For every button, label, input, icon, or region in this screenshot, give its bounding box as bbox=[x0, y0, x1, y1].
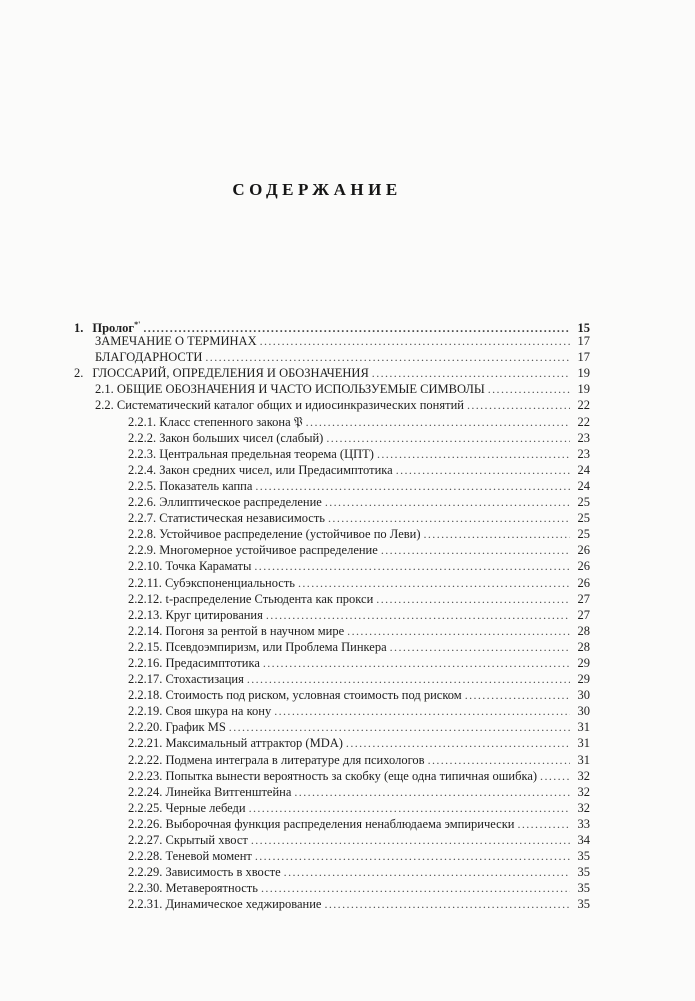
toc-entry-text: 2.2.3. Центральная предельная теорема (ЦПТ) bbox=[128, 446, 374, 461]
toc-entry bbox=[74, 687, 590, 703]
toc-entry bbox=[74, 671, 590, 687]
toc-page-number: 15 bbox=[577, 321, 590, 335]
dot-leader bbox=[263, 655, 570, 671]
dot-leader bbox=[325, 494, 570, 510]
dot-leader bbox=[324, 896, 570, 912]
toc-page-number: 30 bbox=[577, 704, 590, 719]
toc-page-number: 34 bbox=[577, 833, 590, 847]
toc-page-number: 27 bbox=[577, 607, 590, 622]
toc-page-number: 22 bbox=[577, 414, 590, 429]
toc-page-number: 17 bbox=[577, 334, 590, 349]
toc-page-number: 28 bbox=[577, 623, 590, 638]
toc-page-number: 25 bbox=[577, 495, 590, 510]
toc-page-number: 35 bbox=[577, 897, 590, 912]
toc-entry bbox=[74, 526, 590, 542]
dot-leader bbox=[376, 591, 570, 607]
toc-page-number: 29 bbox=[577, 655, 590, 670]
dot-leader bbox=[467, 397, 570, 413]
toc-entry bbox=[74, 575, 590, 591]
dot-leader bbox=[347, 623, 570, 639]
toc-entry-text: 2.2.2. Закон больших чисел (слабый) bbox=[128, 430, 324, 445]
dot-leader bbox=[328, 510, 570, 526]
toc-page-number: 19 bbox=[577, 382, 590, 397]
toc-entry-text: 2.2.19. Своя шкура на кону bbox=[128, 704, 272, 719]
dot-leader bbox=[396, 462, 570, 478]
toc-entry bbox=[74, 880, 590, 896]
toc-entry-number: 2. bbox=[74, 366, 84, 381]
dot-leader bbox=[428, 752, 570, 768]
toc-entry-text: 2.2.22. Подмена интеграла в литературе для психологов bbox=[128, 752, 425, 767]
dot-leader bbox=[255, 848, 570, 864]
toc-entry-text: 2.2.29. Зависимость в хвосте bbox=[128, 865, 281, 880]
toc-page-number: 19 bbox=[577, 366, 590, 381]
toc-page-number: 35 bbox=[577, 865, 590, 880]
dot-leader bbox=[274, 703, 570, 719]
toc-entry-text: 2.2.8. Устойчивое распределение (устойчивое по Леви) bbox=[128, 527, 421, 542]
dot-leader bbox=[465, 687, 570, 703]
toc-entry-number: 1. bbox=[74, 321, 84, 335]
toc-page-number: 28 bbox=[577, 639, 590, 654]
toc-entry bbox=[74, 494, 590, 510]
toc-entry bbox=[74, 896, 590, 912]
toc-page-number: 33 bbox=[577, 816, 590, 831]
dot-leader bbox=[540, 768, 570, 784]
dot-leader bbox=[306, 414, 570, 430]
toc-entry-text: 2.2.21. Максимальный аттрактор (MDA) bbox=[128, 736, 343, 751]
toc-entry bbox=[74, 752, 590, 768]
toc-entry-text: 2.2.11. Субэкспоненциальность bbox=[128, 575, 295, 590]
toc-entry bbox=[74, 607, 590, 623]
toc-entry-text: 2.2.14. Погоня за рентой в научном мире bbox=[128, 623, 345, 638]
toc-entry bbox=[74, 478, 590, 494]
table-of-contents bbox=[74, 317, 590, 912]
toc-entry bbox=[74, 430, 590, 446]
toc-entry bbox=[74, 333, 590, 349]
dot-leader bbox=[346, 735, 570, 751]
dot-leader bbox=[517, 816, 570, 832]
toc-entry bbox=[74, 414, 590, 430]
toc-entry-text: 2.2.17. Стохастизация bbox=[128, 672, 244, 687]
toc-page-number: 29 bbox=[577, 672, 590, 687]
toc-entry bbox=[74, 816, 590, 832]
toc-entry-text: 2.2.16. Предасимптотика bbox=[128, 655, 260, 670]
toc-entry bbox=[74, 784, 590, 800]
toc-page-number: 31 bbox=[577, 752, 590, 767]
toc-page-number: 25 bbox=[577, 511, 590, 526]
toc-entry-text: 2.2.5. Показатель каппа bbox=[128, 478, 253, 493]
toc-entry-text: 2.1. ОБЩИЕ ОБОЗНАЧЕНИЯ И ЧАСТО ИСПОЛЬЗУЕМЫЕ СИМВОЛЫ bbox=[95, 382, 485, 397]
toc-page-number: 32 bbox=[577, 784, 590, 799]
toc-entry-text: 2.2.28. Теневой момент bbox=[128, 849, 252, 864]
toc-page-number: 35 bbox=[577, 849, 590, 864]
toc-entry bbox=[74, 768, 590, 784]
toc-entry bbox=[74, 591, 590, 607]
toc-entry-text: 2.2.26. Выборочная функция распределения ненаблюдаема эмпирически bbox=[128, 816, 515, 831]
toc-entry-text: 2.2.7. Статистическая независимость bbox=[128, 511, 326, 526]
dot-leader bbox=[255, 478, 570, 494]
toc-entry bbox=[74, 719, 590, 735]
toc-entry bbox=[74, 655, 590, 671]
page-title: СОДЕРЖАНИЕ bbox=[232, 180, 402, 199]
dot-leader bbox=[424, 526, 571, 542]
toc-entry-text: 2.2.31. Динамическое хеджирование bbox=[128, 897, 322, 912]
toc-entry bbox=[74, 703, 590, 719]
toc-page-number: 17 bbox=[577, 350, 590, 365]
toc-entry bbox=[74, 446, 590, 462]
toc-entry bbox=[74, 397, 590, 413]
toc-page-number: 24 bbox=[577, 462, 590, 477]
toc-entry bbox=[74, 623, 590, 639]
dot-leader bbox=[229, 719, 570, 735]
toc-entry bbox=[74, 848, 590, 864]
toc-entry bbox=[74, 558, 590, 574]
toc-page-number: 31 bbox=[577, 736, 590, 751]
toc-entry-text: 2.2.23. Попытка вынести вероятность за скобку (еще одна типичная ошибка) bbox=[128, 768, 538, 783]
toc-entry-text: 2.2.20. График MS bbox=[128, 720, 226, 735]
toc-entry bbox=[74, 542, 590, 558]
toc-entry bbox=[74, 349, 590, 365]
dot-leader bbox=[266, 607, 570, 623]
toc-entry-text: 2.2.1. Класс степенного закона 𝔓 bbox=[128, 414, 303, 429]
footnote-marker: *' bbox=[134, 320, 141, 329]
toc-page-number: 32 bbox=[577, 768, 590, 783]
dot-leader bbox=[251, 832, 570, 848]
dot-leader bbox=[247, 671, 570, 687]
dot-leader bbox=[488, 381, 570, 397]
toc-entry-text: 2.2. Систематический каталог общих и идиосинкразических понятий bbox=[95, 398, 464, 413]
toc-entry bbox=[74, 317, 590, 333]
dot-leader bbox=[294, 784, 570, 800]
dot-leader bbox=[326, 430, 570, 446]
toc-page-number: 23 bbox=[577, 430, 590, 445]
toc-entry-text: 2.2.24. Линейка Витгенштейна bbox=[128, 784, 292, 799]
toc-entry-text: 2.2.10. Точка Караматы bbox=[128, 559, 252, 574]
toc-entry-text: 2.2.4. Закон средних чисел, или Предасимптотика bbox=[128, 462, 393, 477]
dot-leader bbox=[205, 349, 570, 365]
toc-entry-text: 2.2.12. t-распределение Стьюдента как прокси bbox=[128, 591, 374, 606]
dot-leader bbox=[372, 365, 570, 381]
toc-entry bbox=[74, 864, 590, 880]
dot-leader bbox=[377, 446, 570, 462]
toc-entry-text: 2.2.6. Эллиптическое распределение bbox=[128, 495, 322, 510]
toc-entry bbox=[74, 365, 590, 381]
dot-leader bbox=[254, 558, 570, 574]
toc-page-number: 25 bbox=[577, 527, 590, 542]
dot-leader bbox=[381, 542, 570, 558]
toc-page-number: 26 bbox=[577, 575, 590, 590]
toc-entry-text: 2.2.27. Скрытый хвост bbox=[128, 833, 248, 847]
toc-page-number: 22 bbox=[577, 398, 590, 413]
dot-leader bbox=[298, 575, 570, 591]
toc-entry bbox=[74, 639, 590, 655]
toc-entry bbox=[74, 735, 590, 751]
toc-page-number: 31 bbox=[577, 720, 590, 735]
dot-leader bbox=[284, 864, 570, 880]
toc-page-number: 23 bbox=[577, 446, 590, 461]
toc-entry bbox=[74, 800, 590, 816]
toc-entry-text: ЗАМЕЧАНИЕ О ТЕРМИНАХ bbox=[95, 334, 257, 349]
toc-entry-text: ГЛОССАРИЙ, ОПРЕДЕЛЕНИЯ И ОБОЗНАЧЕНИЯ bbox=[92, 366, 369, 381]
toc-entry-text: 2.2.18. Стоимость под риском, условная стоимость под риском bbox=[128, 688, 462, 703]
toc-page-number: 27 bbox=[577, 591, 590, 606]
toc-entry-text: 2.2.15. Псевдоэмпиризм, или Проблема Пинкера bbox=[128, 639, 387, 654]
toc-entry-text: Пролог*' bbox=[92, 320, 141, 335]
toc-entry bbox=[74, 832, 590, 848]
dot-leader bbox=[390, 639, 570, 655]
toc-entry bbox=[74, 381, 590, 397]
dot-leader bbox=[260, 333, 570, 349]
toc-entry bbox=[74, 510, 590, 526]
toc-page-number: 35 bbox=[577, 881, 590, 896]
toc-page-number: 32 bbox=[577, 800, 590, 815]
toc-page-number: 24 bbox=[577, 478, 590, 493]
toc-entry-text: 2.2.25. Черные лебеди bbox=[128, 800, 246, 815]
toc-page-number: 26 bbox=[577, 559, 590, 574]
dot-leader bbox=[249, 800, 570, 816]
toc-entry-text: 2.2.9. Многомерное устойчивое распределение bbox=[128, 543, 378, 558]
toc-entry-text: 2.2.13. Круг цитирования bbox=[128, 607, 263, 622]
toc-entry bbox=[74, 462, 590, 478]
toc-page-number: 30 bbox=[577, 688, 590, 703]
toc-page-number: 26 bbox=[577, 543, 590, 558]
dot-leader bbox=[261, 880, 570, 896]
toc-entry-text: БЛАГОДАРНОСТИ bbox=[95, 350, 203, 365]
toc-entry-text: 2.2.30. Метавероятность bbox=[128, 881, 258, 896]
